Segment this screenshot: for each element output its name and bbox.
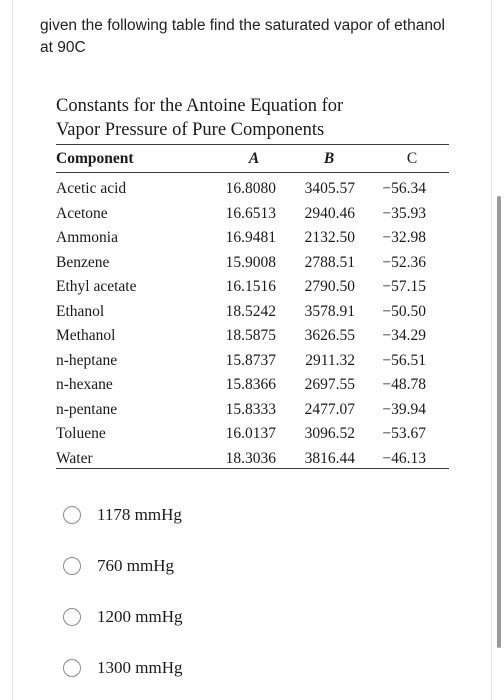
cell-component: n-heptane [56,351,118,369]
cell-component: Ammonia [56,229,118,246]
header-b: B [323,150,335,167]
table-row [56,202,449,226]
scrollbar-track[interactable] [491,0,504,700]
cell-b: 2132.50 [304,229,355,246]
answer-option[interactable] [63,549,363,589]
cell-component: n-pentane [56,400,118,418]
table-row [56,251,449,275]
cell-b: 3578.91 [304,302,355,320]
table-row [56,373,449,397]
table-row [56,349,449,373]
cell-c: −32.98 [382,229,426,246]
cell-a: 15.8333 [225,400,276,418]
table-header-row [56,147,449,171]
header-component: Component [56,150,134,167]
table-row [56,422,449,446]
cell-b: 2790.50 [304,278,355,295]
cell-a: 18.5242 [225,302,276,320]
answer-option[interactable] [63,498,363,538]
answer-option[interactable] [63,600,363,640]
cell-c: −53.67 [382,425,426,442]
cell-component: Acetone [56,204,108,222]
cell-c: −52.36 [382,253,426,271]
table-row [56,324,449,348]
cell-component: Water [56,449,93,467]
table-header-rule [56,172,449,173]
cell-c: −56.34 [382,180,426,197]
table-row [56,300,449,324]
table-row [56,226,449,250]
cell-a: 16.6513 [225,204,276,222]
cell-component: Toluene [56,425,106,442]
cell-a: 16.0137 [225,425,276,442]
cell-b: 2788.51 [304,253,355,271]
cell-b: 3405.57 [304,180,355,197]
answer-option-label[interactable]: 1178 mmHg [97,505,182,524]
scrollbar-thumb[interactable] [497,196,501,648]
cell-b: 3626.55 [304,327,355,344]
answer-option[interactable] [63,651,363,691]
table-row [56,447,449,471]
antoine-table-image [39,74,463,484]
table-bottom-rule [56,468,449,469]
cell-a: 15.9008 [225,253,276,271]
radio-button[interactable] [63,608,81,626]
cell-a: 16.9481 [225,229,276,246]
cell-a: 18.3036 [225,449,276,467]
table-row [56,398,449,422]
left-border [0,0,13,700]
cell-c: −56.51 [382,351,426,369]
cell-c: −39.94 [382,400,426,418]
cell-component: Benzene [56,253,110,271]
cell-b: 3096.52 [304,425,355,442]
cell-c: −57.15 [382,278,426,295]
cell-c: −46.13 [382,449,426,467]
question-text: given the following table find the saturated vapor of ethanol at 90C [40,17,445,56]
cell-b: 2940.46 [304,204,355,222]
answer-option-label[interactable]: 1200 mmHg [97,607,183,626]
cell-component: Ethanol [56,302,105,320]
cell-b: 3816.44 [304,449,355,467]
cell-b: 2477.07 [304,400,355,418]
cell-c: −48.78 [382,376,426,393]
table-title-line-1: Constants for the Antoine Equation for [56,96,344,116]
radio-button[interactable] [63,557,81,575]
table-title-line-2: Vapor Pressure of Pure Components [56,120,325,140]
cell-component: Ethyl acetate [56,278,137,295]
cell-c: −34.29 [382,327,426,344]
header-c: C [406,150,418,167]
cell-a: 16.1516 [225,278,276,295]
cell-component: Acetic acid [56,180,127,197]
cell-b: 2697.55 [304,376,355,393]
cell-b: 2911.32 [305,351,355,369]
table-row [56,177,449,201]
answer-option-label[interactable]: 760 mmHg [97,556,174,575]
table-title [56,94,456,142]
cell-c: −35.93 [382,204,426,222]
cell-a: 16.8080 [225,180,276,197]
answer-option-label[interactable]: 1300 mmHg [97,658,183,677]
cell-component: n-hexane [56,376,113,393]
cell-component: Methanol [56,327,116,344]
table-top-rule [56,144,449,145]
table-row [56,275,449,299]
cell-a: 18.5875 [225,327,276,344]
header-a: A [248,150,260,167]
cell-a: 15.8366 [225,376,276,393]
radio-button[interactable] [63,659,81,677]
cell-c: −50.50 [382,302,426,320]
radio-button[interactable] [63,506,81,524]
cell-a: 15.8737 [225,351,276,369]
